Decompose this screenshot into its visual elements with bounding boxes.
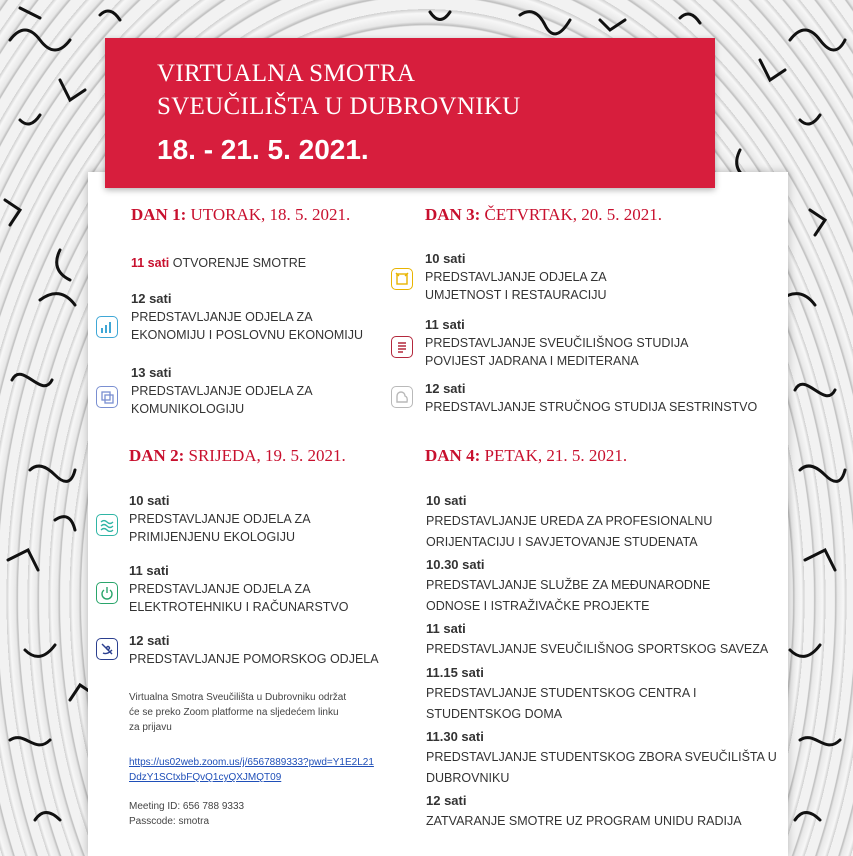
desc-line2: EKONOMIJU I POSLOVNU EKONOMIJU	[131, 328, 363, 342]
desc: PREDSTAVLJANJE UREDA ZA PROFESIONALNU	[426, 514, 713, 528]
desc: PREDSTAVLJANJE SLUŽBE ZA MEĐUNARODNE	[426, 578, 711, 592]
time: 11 sati	[426, 621, 466, 636]
meeting-info	[129, 799, 244, 829]
scroll-icon	[391, 336, 413, 358]
day4-item-3	[426, 618, 768, 660]
compass-icon	[96, 638, 118, 660]
desc: PREDSTAVLJANJE ODJELA ZA	[131, 384, 313, 398]
zoom-note	[129, 690, 389, 735]
note-line2: će se preko Zoom platforme na sljedećem linku	[129, 707, 339, 718]
day1-item-3	[131, 364, 313, 418]
chart-icon	[96, 316, 118, 338]
banner-dates: 18. - 21. 5. 2021.	[157, 134, 369, 165]
desc: PREDSTAVLJANJE STUDENTSKOG ZBORA SVEUČILIŠTA U	[426, 750, 777, 764]
waves-icon	[96, 514, 118, 536]
day1-date: UTORAK, 18. 5. 2021.	[190, 205, 351, 224]
desc: PREDSTAVLJANJE STRUČNOG STUDIJA SESTRINSTVO	[425, 400, 758, 414]
day3-heading	[425, 205, 662, 225]
day2-item-1	[129, 492, 311, 546]
power-icon	[96, 582, 118, 604]
frame-icon	[391, 268, 413, 290]
desc-line2: UMJETNOST I RESTAURACIJU	[425, 288, 607, 302]
note-line3: za prijavu	[129, 722, 172, 733]
day4-item-6	[426, 790, 742, 832]
desc: PREDSTAVLJANJE ODJELA ZA	[425, 270, 607, 284]
day2-heading	[129, 446, 346, 466]
day4-item-4	[426, 662, 696, 725]
desc-line2: ELEKTROTEHNIKU I RAČUNARSTVO	[129, 600, 349, 614]
meeting-id: Meeting ID: 656 788 9333	[129, 801, 245, 812]
time: 12 sati	[129, 633, 170, 648]
day1-label: DAN 1:	[131, 205, 187, 224]
time: 10 sati	[425, 251, 466, 266]
desc-line2: POVIJEST JADRANA I MEDITERANA	[425, 354, 639, 368]
day4-item-5	[426, 726, 777, 789]
desc: PREDSTAVLJANJE SVEUČILIŠNOG SPORTSKOG SAVEZA	[426, 642, 769, 656]
note-line1: Virtualna Smotra Sveučilišta u Dubrovniku održat	[129, 692, 347, 703]
time: 12 sati	[131, 291, 172, 306]
desc: PREDSTAVLJANJE ODJELA ZA	[129, 512, 311, 526]
desc-line2: PRIMIJENJENU EKOLOGIJU	[129, 530, 295, 544]
desc-line2: KOMUNIKOLOGIJU	[131, 402, 245, 416]
time: 12 sati	[425, 381, 466, 396]
heart-icon	[391, 386, 413, 408]
zoom-link[interactable]: https://us02web.zoom.us/j/6567889333?pwd=Y1E2L21DdzY1SCtxbFQvQ1cyQXJMQT09	[129, 757, 374, 783]
day2-date: SRIJEDA, 19. 5. 2021.	[188, 446, 346, 465]
day1-heading	[131, 205, 350, 225]
day4-heading	[425, 446, 627, 466]
time: 11.15 sati	[426, 665, 484, 680]
day2-label: DAN 2:	[129, 446, 185, 465]
time: 11 sati	[425, 317, 465, 332]
day3-date: ČETVRTAK, 20. 5. 2021.	[484, 205, 663, 224]
desc-line2: ODNOSE I ISTRAŽIVAČKE PROJEKTE	[426, 599, 650, 613]
communication-icon	[96, 386, 118, 408]
day3-item-1	[425, 250, 607, 304]
desc-line2: STUDENTSKOG DOMA	[426, 707, 563, 721]
desc: PREDSTAVLJANJE ODJELA ZA	[131, 310, 313, 324]
desc: PREDSTAVLJANJE ODJELA ZA	[129, 582, 311, 596]
day3-item-2	[425, 316, 688, 370]
time: 13 sati	[131, 365, 172, 380]
desc: OTVORENJE SMOTRE	[172, 256, 307, 270]
day2-item-3	[129, 632, 379, 668]
day1-item-2	[131, 290, 363, 344]
day4-date: PETAK, 21. 5. 2021.	[484, 446, 628, 465]
time: 11 sati	[131, 256, 170, 270]
banner-title-line2: SVEUČILIŠTA U DUBROVNIKU	[157, 93, 521, 120]
time: 11 sati	[129, 563, 169, 578]
time: 10.30 sati	[426, 557, 485, 572]
time: 11.30 sati	[426, 729, 484, 744]
day2-item-2	[129, 562, 348, 616]
header-banner	[105, 38, 715, 188]
desc: PREDSTAVLJANJE SVEUČILIŠNOG STUDIJA	[425, 336, 689, 350]
passcode: Passcode: smotra	[129, 816, 210, 827]
time: 10 sati	[426, 493, 467, 508]
day3-item-3	[425, 380, 757, 416]
desc-line2: DUBROVNIKU	[426, 771, 510, 785]
desc-line2: ORIJENTACIJU I SAVJETOVANJE STUDENATA	[426, 535, 698, 549]
day4-item-2	[426, 554, 710, 617]
time: 12 sati	[426, 793, 467, 808]
day3-label: DAN 3:	[425, 205, 481, 224]
desc: PREDSTAVLJANJE POMORSKOG ODJELA	[129, 652, 379, 666]
day4-item-1	[426, 490, 712, 553]
desc: ZATVARANJE SMOTRE UZ PROGRAM UNIDU RADIJA	[426, 814, 742, 828]
time: 10 sati	[129, 493, 170, 508]
banner-title-line1: VIRTUALNA SMOTRA	[157, 60, 416, 87]
desc: PREDSTAVLJANJE STUDENTSKOG CENTRA I	[426, 686, 697, 700]
day4-label: DAN 4:	[425, 446, 481, 465]
day1-item-1	[131, 254, 306, 272]
